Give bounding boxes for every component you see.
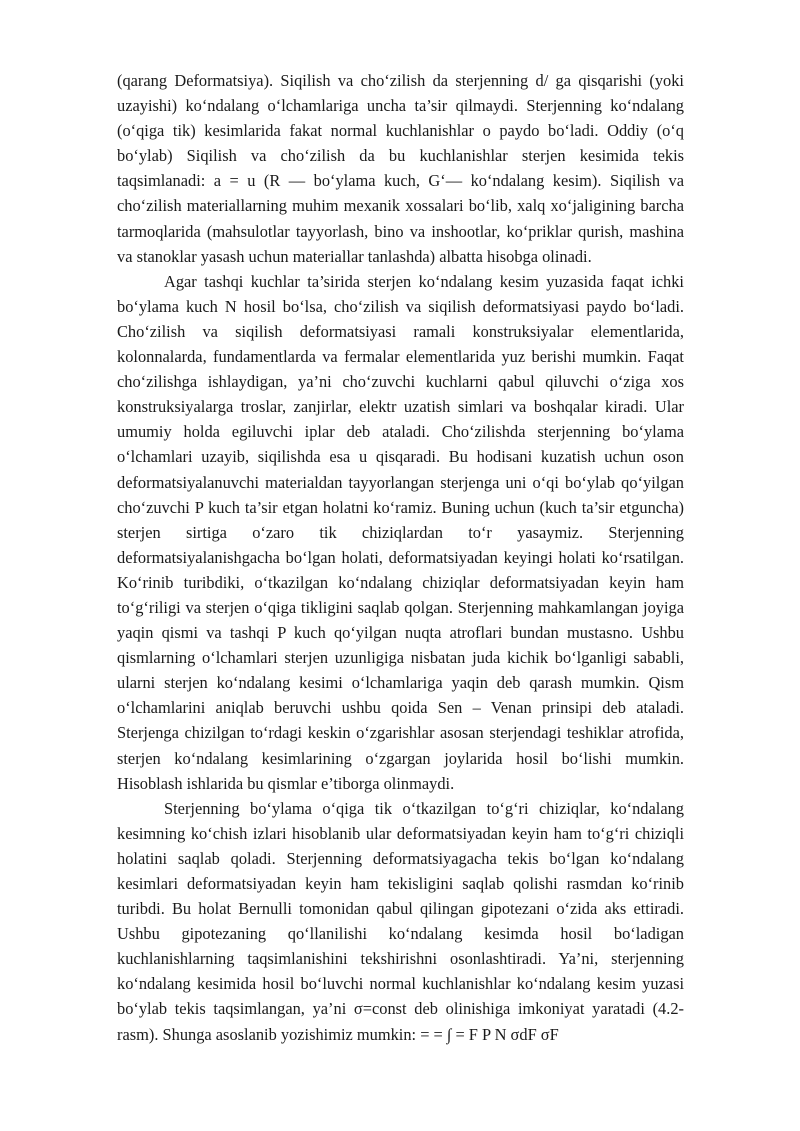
document-page: [117, 68, 684, 1047]
paragraph: Sterjenning bo‘ylama o‘qiga tik o‘tkazilgan to‘g‘ri chiziqlar, ko‘ndalang kesimning ko‘chish izlari hisoblanib ular deformatsiyadan keyin ham to‘g‘ri chiziqli holatini saqlab qoladi. Sterjenning deformatsiyagacha tekis bo‘lgan ko‘ndalang kesimlari deformatsiyadan keyin ham tekisligini saqlab qolishi rasmdan ko‘rinib turibdi. Bu holat Bernulli tomonidan qabul qilingan gipotezani o‘zida aks ettiradi. Ushbu gipotezaning qo‘llanilishi ko‘ndalang kesimda hosil bo‘ladigan kuchlanishlarning taqsimlanishini tekshirishni osonlashtiradi. Ya’ni, sterjenning ko‘ndalang kesimida hosil bo‘luvchi normal kuchlanishlar ko‘ndalang kesim yuzasi bo‘ylab tekis taqsimlangan, ya’ni σ=const deb olinishiga imkoniyat yaratadi (4.2-rasm). Shunga asoslanib yozishimiz mumkin: = = ∫ = F P N σdF σF: [117, 798, 684, 1044]
paragraph: (qarang Deformatsiya). Siqilish va cho‘zilish da sterjenning d/ ga qisqarishi (yoki uzayishi) ko‘ndalang o‘lchamlariga uncha ta’sir qilmaydi. Sterjenning ko‘ndalang (o‘qiga tik) kesimlarida fakat normal kuchlanishlar o paydo bo‘ladi. Oddiy (o‘q bo‘ylab) Siqilish va cho‘zilish da bu kuchlanishlar sterjen kesimida tekis taqsimlanadi: a = u (R — bo‘ylama kuch, G‘— ko‘ndalang kesim). Siqilish va cho‘zilish materiallarning muhim mexanik xossalari bo‘lib, xalq xo‘jaligining barcha tarmoqlarida (mahsulotlar tayyorlash, bino va inshootlar, ko‘priklar qurish, mashina va stanoklar yasash uchun materiallar tanlashda) albatta hisobga olinadi.: [117, 71, 684, 266]
paragraph: Agar tashqi kuchlar ta’sirida sterjen ko‘ndalang kesim yuzasida faqat ichki bo‘ylama kuch N hosil bo‘lsa, cho‘zilish va siqilish deformatsiyasi paydo bo‘ladi. Cho‘zilish va siqilish deformatsiyasi ramali konstruksiyalar elementlarida, kolonnalarda, fundamentlarda va fermalar elementlarida yuz berishi mumkin. Faqat cho‘zilishga ishlaydigan, ya’ni cho‘zuvchi kuchlarni qabul qiluvchi o‘ziga xos konstruksiyalarga troslar, zanjirlar, elektr uzatish simlari va boshqalar kiradi. Ular umumiy holda egiluvchi iplar deb ataladi. Cho‘zilishda sterjenning bo‘ylama o‘lchamlari uzayib, siqilishda esa u qisqaradi. Bu hodisani kuzatish uchun oson deformatsiyalanuvchi materialdan tayyorlangan sterjenga uni o‘qi bo‘ylab qo‘yilgan cho‘zuvchi P kuch ta’sir etgan holatni ko‘ramiz. Buning uchun (kuch ta’sir etguncha) sterjen sirtiga o‘zaro tik chiziqlardan to‘r yasaymiz. Sterjenning deformatsiyalanishgacha bo‘lgan holati, deformatsiyadan keyingi holati ko‘rsatilgan. Ko‘rinib turibdiki, o‘tkazilgan ko‘ndalang chiziqlar deformatsiyadan keyin ham to‘g‘riligi va sterjen o‘qiga tikligini saqlab qolgan. Sterjenning mahkamlangan joyiga yaqin qismi va tashqi P kuch qo‘yilgan nuqta atroflari bundan mustasno. Ushbu qismlarning o‘lchamlari sterjen uzunligiga nisbatan juda kichik bo‘lganligi sababli, ularni sterjen ko‘ndalang kesimi o‘lchamlariga yaqin deb qarash mumkin. Qism o‘lchamlarini aniqlab beruvchi ushbu qoida Sen – Venan prinsipi deb ataladi. Sterjenga chizilgan to‘rdagi keskin o‘zgarishlar asosan sterjendagi teshiklar atrofida, sterjen ko‘ndalang kesimlarining o‘zgargan joylarida hosil bo‘lishi mumkin. Hisoblash ishlarida bu qismlar e’tiborga olinmaydi.: [117, 271, 684, 793]
